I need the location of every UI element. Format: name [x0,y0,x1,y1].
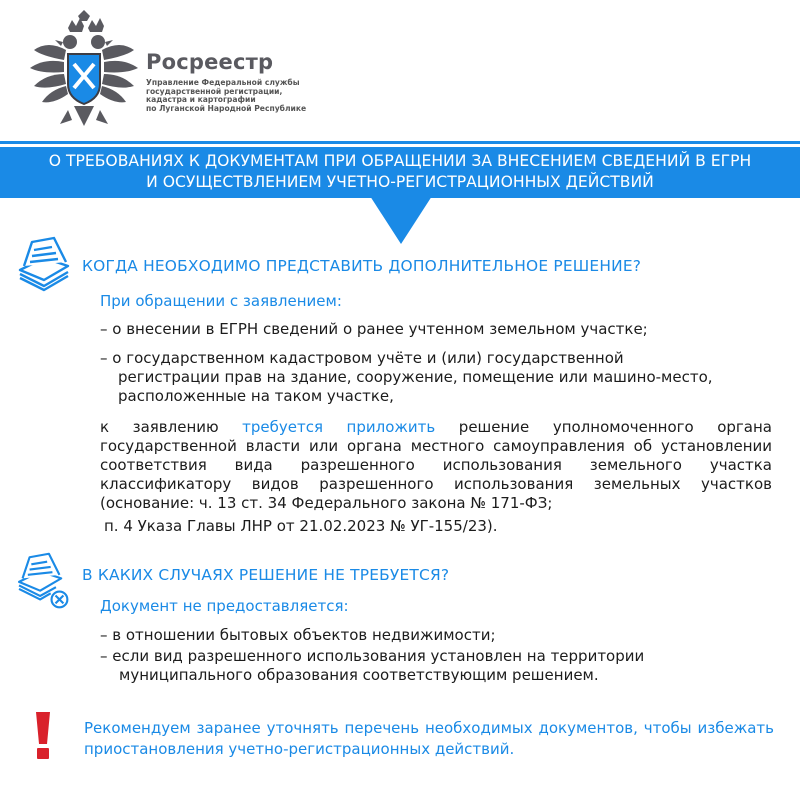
banner-arrow-icon [370,196,432,246]
list-item-line: муниципального образования соответствующим решением. [119,666,599,684]
brand-subtitle-line: кадастра и картографии [146,95,256,105]
list-item-line: – о государственном кадастровом учёте и (или) государственной [100,349,624,367]
brand-subtitle-line: государственной регистрации, [146,86,283,96]
list-item: – о внесении в ЕГРН сведений о ранее учтенном земельном участке; [100,320,648,338]
section2-title: В КАКИХ СЛУЧАЯХ РЕШЕНИЕ НЕ ТРЕБУЕТСЯ? [82,566,450,584]
requirement-paragraph [100,418,772,513]
brand-subtitle-line: по Луганской Народной Республике [146,103,307,113]
brand-subtitle [146,79,306,113]
highlight-text: требуется приложить [242,418,436,436]
list-item-line: расположенные на таком участке, [118,387,394,405]
banner-title-line2: И ОСУЩЕСТВЛЕНИЕМ УЧЕТНО-РЕГИСТРАЦИОННЫХ ДЕЙСТВИЙ [146,173,654,191]
list-item-line: – если вид разрешенного использования установлен на территории [100,647,645,665]
banner-title-line1: О ТРЕБОВАНИЯХ К ДОКУМЕНТАМ ПРИ ОБРАЩЕНИИ ЗА ВНЕСЕНИЕМ СВЕДЕНИЙ В ЕГРН [48,152,752,170]
paragraph-body: решение уполномоченного органа государственной власти или органа местного самоуправления об установлении соответствия вида разрешенного использования земельного участка классификатору видов разрешенного использования земельных участков (основание: ч. 13 ст. 34 Федерального закона № 171-ФЗ; [100,418,772,512]
section1-subtitle: При обращении с заявлением: [100,292,342,310]
banner-title [0,151,800,193]
list-item [100,647,644,685]
paragraph-start: к заявлению [100,418,219,436]
documents-cancel-icon [10,552,72,610]
list-item [100,349,713,406]
list-item-line: регистрации прав на здание, сооружение, помещение или машино-место, [118,368,713,386]
list-item: – в отношении бытовых объектов недвижимости; [100,626,496,644]
recommendation-note: Рекомендуем заранее уточнять перечень необходимых документов, чтобы избежать приостановления учетно-регистрационных действий. [84,719,774,758]
exclamation-icon [33,712,53,760]
brand-subtitle-line: Управление Федеральной службы [146,78,300,87]
section2-subtitle: Документ не предоставляется: [100,597,349,615]
brand-name: Росреестр [146,50,274,74]
documents-stack-icon [10,236,72,294]
paragraph-last-line: п. 4 Указа Главы ЛНР от 21.02.2023 № УГ-155/23). [104,517,498,535]
divider-line [0,141,800,144]
emblem-icon [28,10,140,132]
section1-title: КОГДА НЕОБХОДИМО ПРЕДСТАВИТЬ ДОПОЛНИТЕЛЬНОЕ РЕШЕНИЕ? [82,257,642,275]
